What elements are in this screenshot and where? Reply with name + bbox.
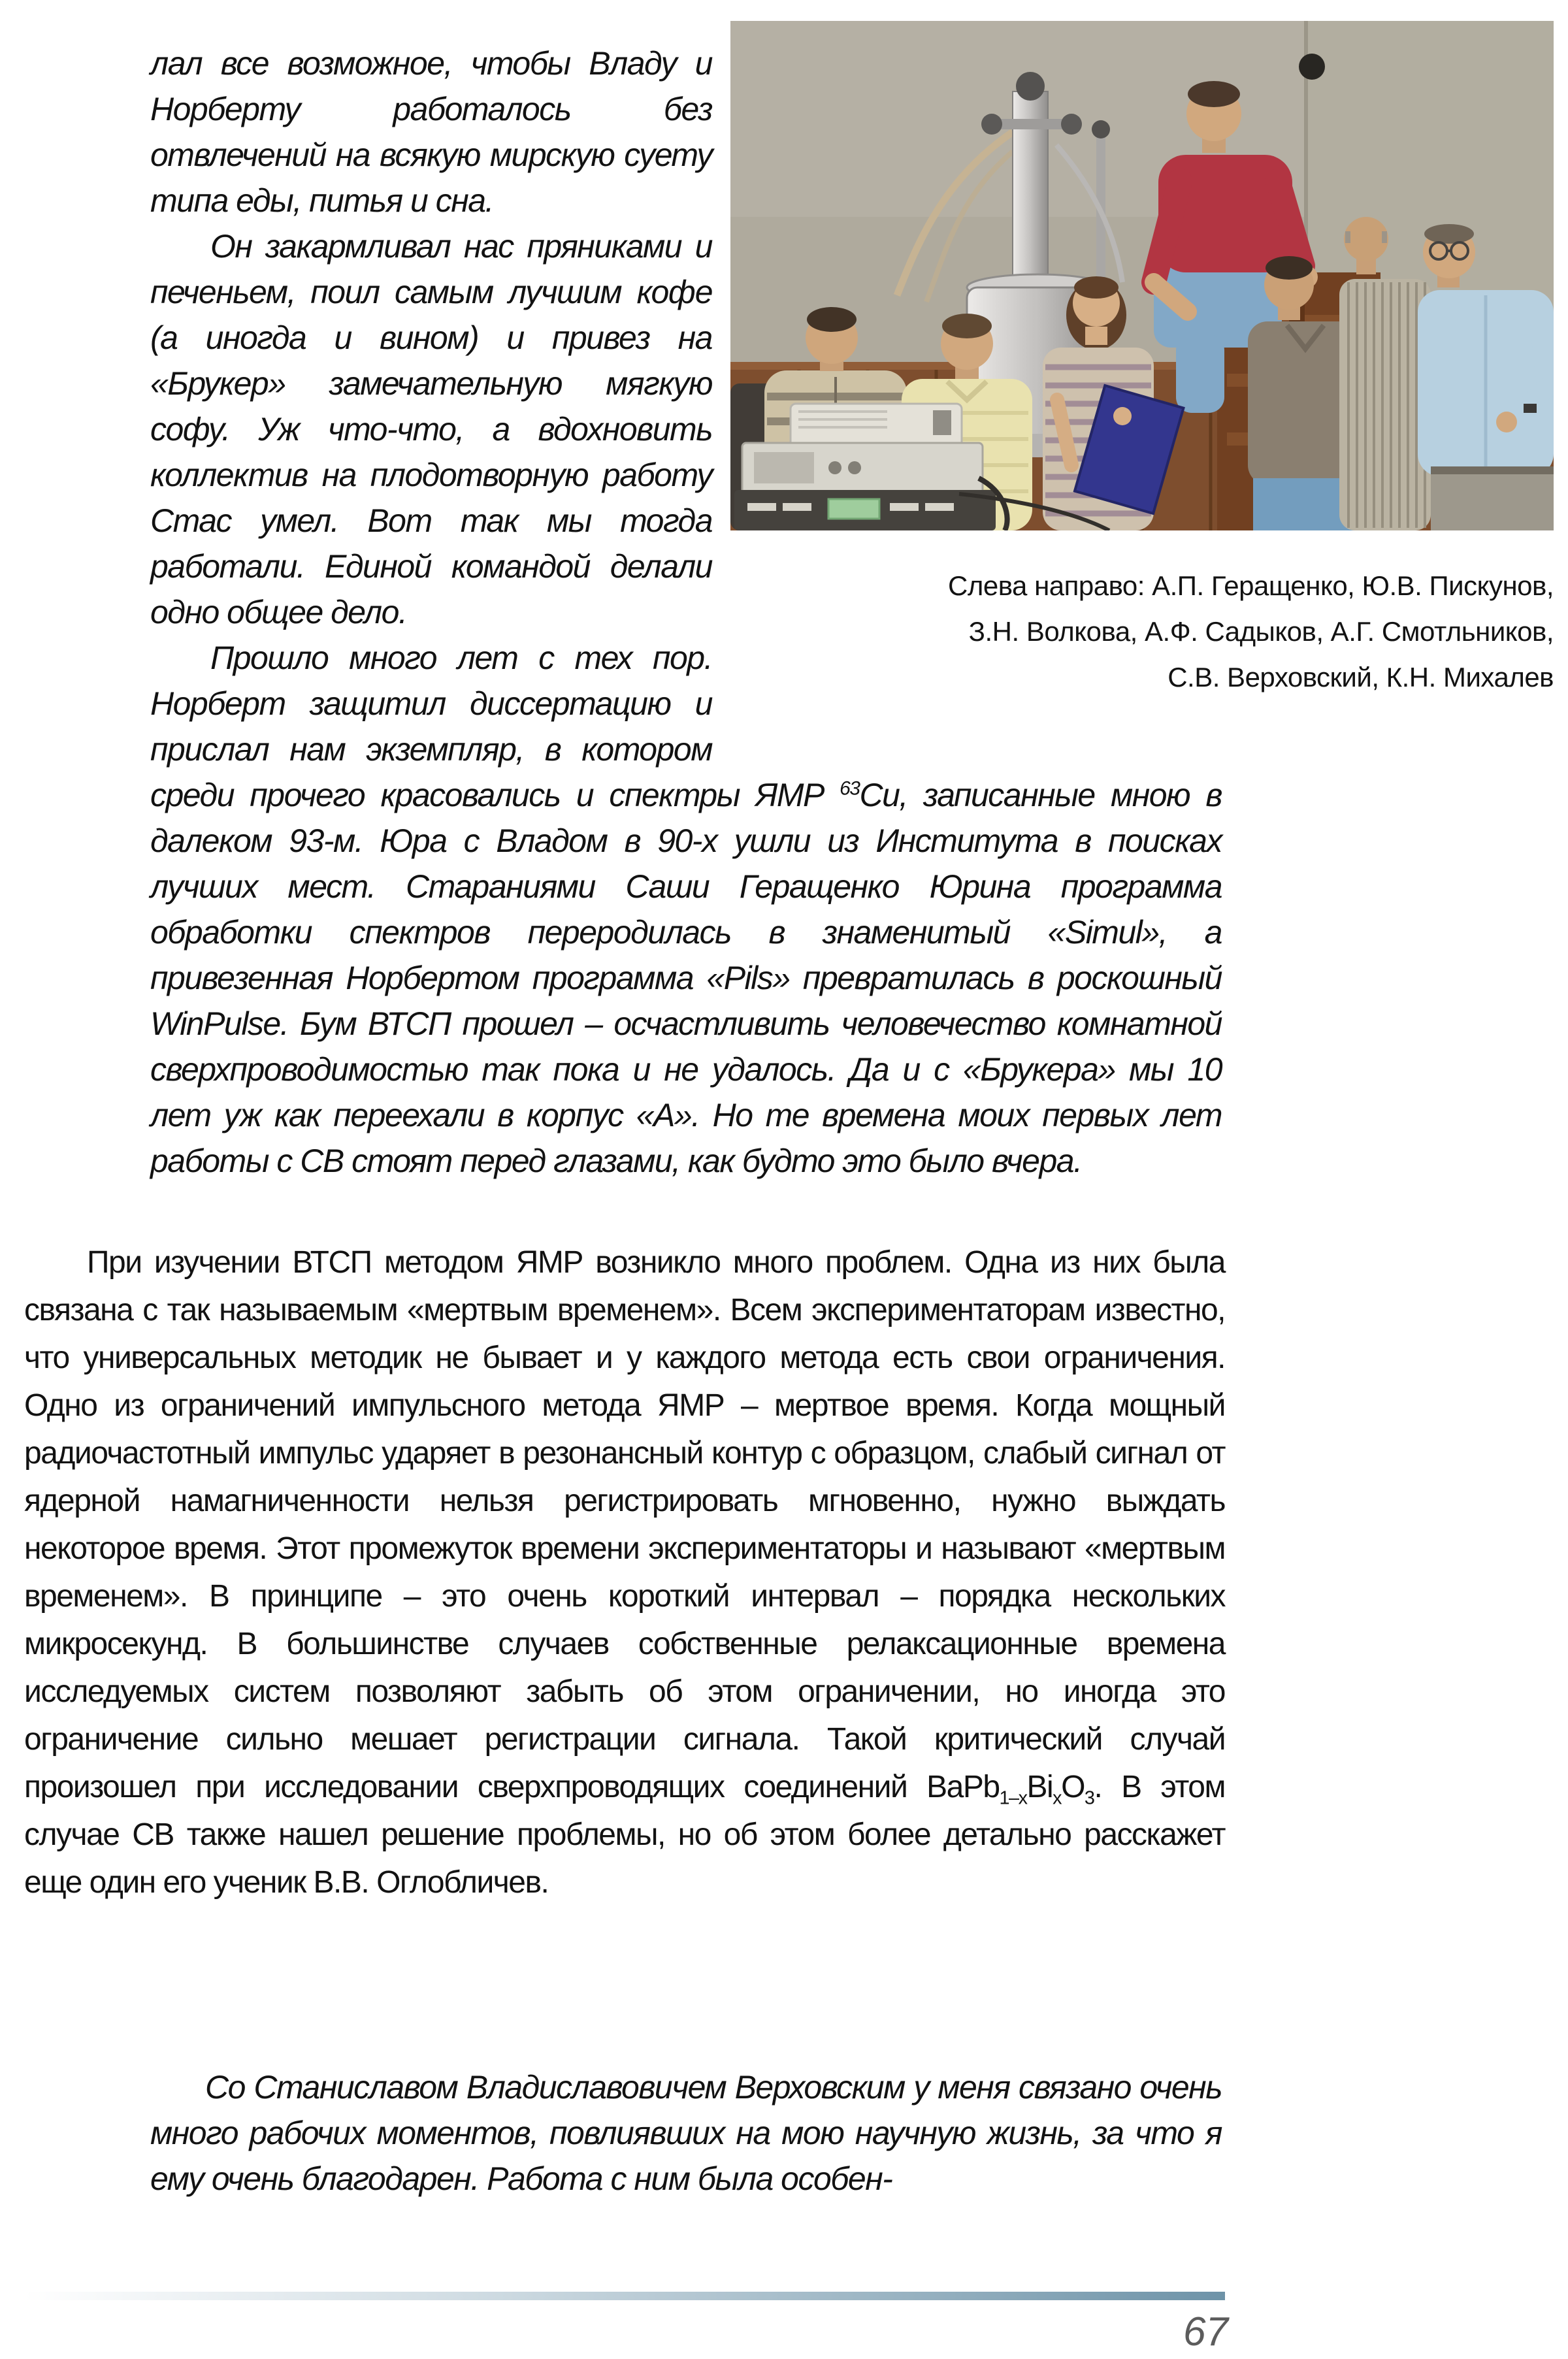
formula-subscript-x: x (1053, 1787, 1062, 1809)
body-paragraph (24, 1239, 1225, 1906)
memoir-paragraph-3-text: Прошло много лет с тех пор. Норберт защитил диссертацию и прислал нам экземпляр, в котором среди прочего красовались и спектры ЯМР (150, 640, 840, 813)
group-photo-illustration (730, 21, 1554, 530)
closing-italic-section (150, 2064, 1222, 2202)
formula-element-o: O (1061, 1770, 1085, 1804)
photo-caption-line-1: Слева направо: А.П. Геращенко, Ю.В. Пискунов, (948, 570, 1554, 601)
memoir-paragraph-1: лал все возможное, чтобы Владу и Норберту работалось без отвлечений на всякую мирскую суету типа еды, питья и сна. (150, 45, 712, 219)
body-paragraph-continuation: . В этом случае СВ также нашел решение проблемы, но об этом более детально расскажет еще один его ученик В.В. Оглобличев. (24, 1770, 1225, 1900)
photo-caption-line-2: З.Н. Волкова, А.Ф. Садыков, А.Г. Смотльников, (968, 616, 1554, 647)
formula-subscript-3: 3 (1084, 1787, 1094, 1809)
isotope-63-superscript: 63 (840, 777, 860, 800)
photo-tint-overlay (730, 21, 1554, 530)
footer-gradient-rule (24, 2292, 1225, 2300)
body-paragraph-text: При изучении ВТСП методом ЯМР возникло много проблем. Одна из них была связана с так называемым «мертвым временем». Всем экспериментаторам известно, что универсальных методик не бывает и у каждого метода есть свои ограничения. Одно из ограничений импульсного метода ЯМР – мертвое время. Когда мощный радиочастотный импульс ударяет в резонансный контур с образцом, слабый сигнал от ядерной намагниченности нельзя регистрировать мгновенно, нужно выждать некоторое время. Этот промежуток времени экспериментаторы и называют «мертвым временем». В принципе – это очень короткий интервал – порядка нескольких микросекунд. В большинстве случаев собственные релаксационные времена исследуемых систем позволяют забыть об этом ограничении, но иногда это ограничение сильно мешает регистрации сигнала. Такой критический случай произошел при исследовании сверхпроводящих соединений BaPb (24, 1245, 1225, 1804)
memoir-paragraph-2: Он закармливал нас пряниками и печеньем, поил самым лучшим кофе (а иногда и вином) и привез на «Брукер» замечательную мягкую софу. Уж что-что, а вдохновить коллектив на плодотворную работу Стас умел. Вот так мы тогда работали. Единой командой делали одно общее дело. (150, 228, 712, 630)
page-number: 67 (1183, 2309, 1228, 2354)
group-photo (730, 21, 1554, 530)
formula-element-bi: Bi (1026, 1770, 1053, 1804)
photo-caption (784, 563, 1554, 700)
formula-subscript-1-x: 1–x (999, 1787, 1027, 1809)
memoir-paragraph-3-continuation: Cu, записанные мною в далеком 93-м. Юра с Владом в 90-х ушли из Института в поисках лучших мест. Стараниями Саши Геращенко Юрина программа обработки спектров переродилась в знаменитый «Simul», а привезенная Норбертом программа «Pils» превратилась в роскошный WinPulse. Бум ВТСП прошел – осчастливить человечество комнатной сверхпроводимостью так пока и не удалось. Да и с «Брукера» мы 10 лет уж как переехали в корпус «А». Но те времена моих первых лет работы с СВ стоят перед глазами, как будто это было вчера. (150, 777, 1222, 1179)
main-text-section (24, 1239, 1225, 1906)
closing-paragraph: Со Станиславом Владиславовичем Верховским у меня связано очень много рабочих моментов, повлиявших на мою научную жизнь, за что я ему очень благодарен. Работа с ним была особен- (150, 2069, 1222, 2197)
photo-caption-line-3: С.В. Верховский, К.Н. Михалев (1168, 662, 1554, 692)
